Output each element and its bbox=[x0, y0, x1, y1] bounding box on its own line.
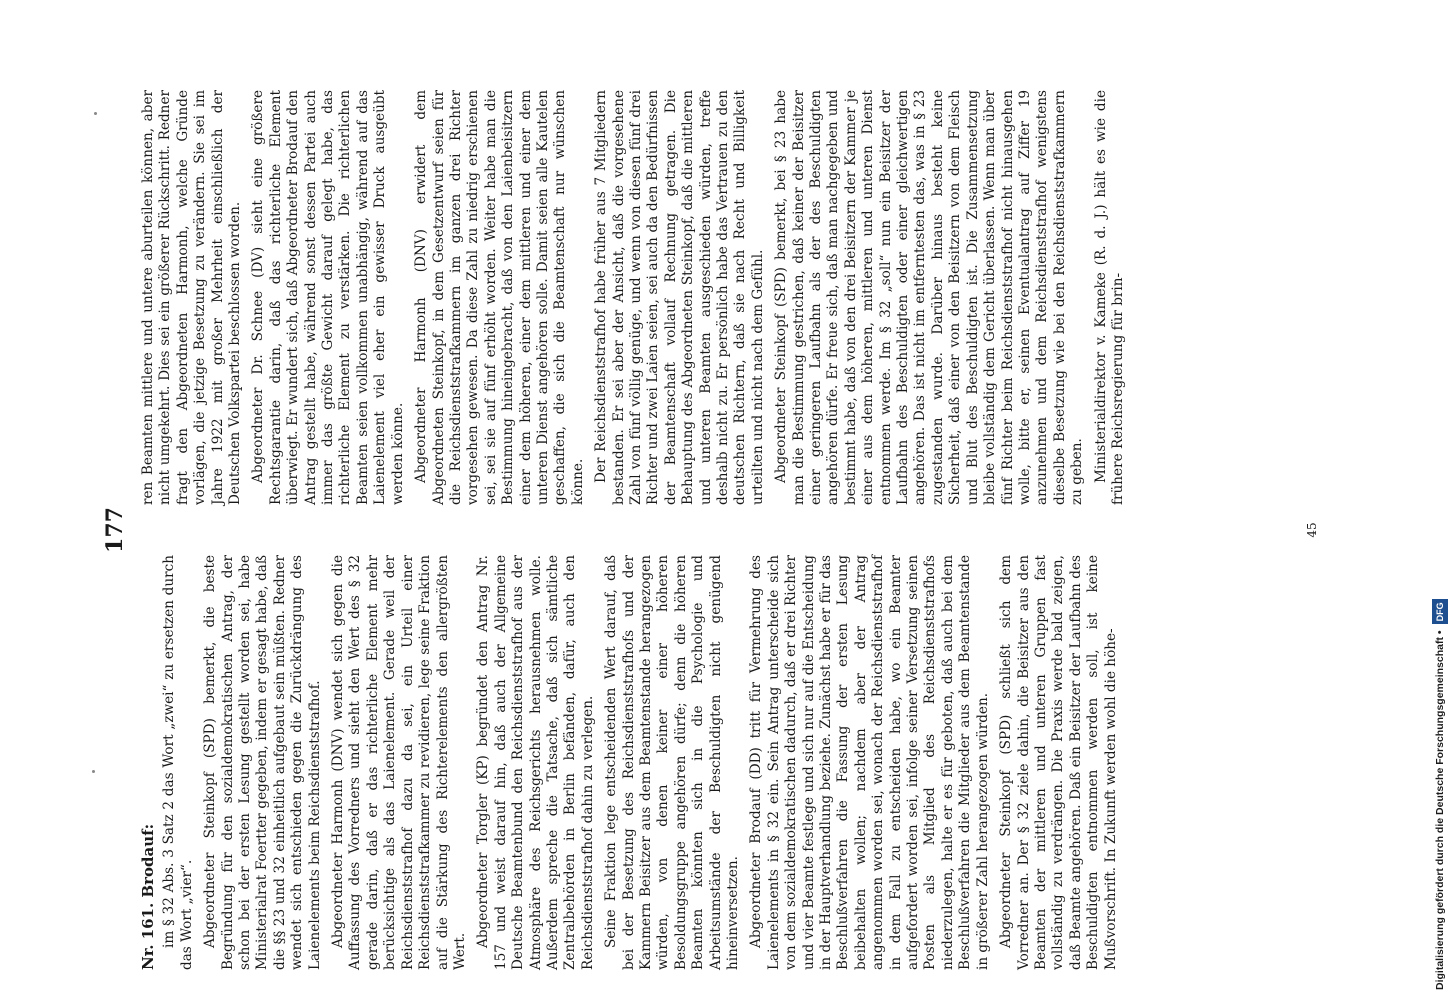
page-number: 177 bbox=[102, 507, 128, 553]
left-column bbox=[140, 555, 1126, 970]
scan-speck bbox=[92, 770, 95, 773]
paragraph: Abgeordneter Torgler (KP) begründet den Antrag Nr. 157 und weist darauf hin, daß auch der Allgemeine Deutsche Beamtenbund den Reichsdienststrafhof aus der Atmosphäre des Reichsgerichts herausnehmen wolle. Außerdem spreche die Tatsache, daß sich sämtliche Zentralbehörden in Berlin befänden, dafür, auch den Reichsdienststrafhof dahin zu verlegen. bbox=[475, 555, 596, 970]
paragraph: Ministerialdirektor v. Kameke (R. d. J.) hält es wie die frühere Reichsregierung für brin- bbox=[1092, 90, 1126, 505]
footer-page-number: 45 bbox=[1305, 522, 1319, 538]
paragraph: Abgeordneter Steinkopf (SPD) bemerkt, bei § 23 habe man die Bestimmung gestrichen, daß keiner der Beisitzer einer geringeren Laufbahn als der des Beschuldigten angehören dürfe. Er freue sich, daß man nachgegeben und bestimmt habe, daß von den drei Beisitzern der Kammer je einer aus dem höheren, mittleren und unteren Dienst entnommen werde. Im § 32 „soll“ nun ein Beisitzer der Laufbahn des Beschuldigten oder einer gleichwertigen angehören. Das ist nicht im entferntesten das, was in § 23 zugestanden wurde. Darüber hinaus besteht keine Sicherheit, daß einer von den Beisitzern von dem Fleisch und Blut des Beschuldigten ist. Die Zusammensetzung bleibe vollständig dem Gericht überlassen. Wenn man über fünf Richter beim Reichsdienststrafhof nicht hinausgehen wolle, bitte er, seinen Eventualantrag auf Ziffer 19 anzunehmen und dem Reichsdienststrafhof wenigstens dieselbe Besetzung wie bei den Reichsdienststrafkammern zu geben. bbox=[773, 90, 1086, 505]
paragraph: Abgeordneter Harmonh (DNV) erwidert dem Abgeordneten Steinkopf, in dem Gesetzentwurf seien für die Reichsdienststrafkammern im ganzen drei Richter vorgesehen gewesen. Da diese Zahl zu niedrig erschienen sei, sei sie auf fünf erhöht worden. Weiter habe man die Bestimmung hineingebracht, daß von den Laienbeisitzern einer dem höheren, einer dem mittleren und einer dem unteren Dienst angehören solle. Damit seien alle Kautelen geschaffen, die sich die Beamtenschaft nur wünschen könne. bbox=[413, 90, 586, 505]
dfg-logo: DFG bbox=[1432, 599, 1448, 624]
paragraph: Seine Fraktion lege entscheidenden Wert darauf, daß bei der Besetzung des Reichsdienststrafhofs und der Kammern Beisitzer aus dem Beamtenstande herangezogen würden, von denen keiner einer höheren Besoldungsgruppe angehören dürfe; denn die höheren Beamten könnten sich in die Psychologie und Arbeitsumstände der Beschuldigten nicht genügend hineinversetzen. bbox=[603, 555, 741, 970]
paragraph: Abgeordneter Harmonh (DNV) wendet sich gegen die Auffassung des Vorredners und sieht den Wert des § 32 gerade darin, daß er das richterliche Element mehr berücksichtige als das Laienelement. Gerade weil der Reichsdienststrafhof dazu da sei, ein Urteil einer Reichsdienststrafkammer zu revidieren, lege seine Fraktion auf die Stärkung des Richterelements den allergrößten Wert. bbox=[330, 555, 468, 970]
paragraph: ren Beamten mittlere und untere aburteilen können, aber nicht umgekehrt. Dies sei ein größerer Rückschritt. Redner fragt den Abgeordneten Harmonh, welche Gründe vorlägen, die jetzige Besetzung zu verändern. Sie sei im Jahre 1922 mit großer Mehrheit einschließlich der Deutschen Volkspartei beschlossen worden. bbox=[140, 90, 244, 505]
right-column bbox=[140, 90, 1133, 505]
paragraph: Abgeordneter Steinkopf (SPD) schließt sich dem Vorredner an. Der § 32 ziele dahin, die Beisitzer aus den Beamten der mittleren und unteren Gruppen fast vollständig zu verdrängen. Die Praxis werde bald zeigen, daß Beamte angehören. Daß ein Beisitzer der Laufbahn des Beschuldigten entnommen werden soll, ist keine Mußvorschrift. In Zukunft werden wohl die höhe- bbox=[998, 555, 1119, 970]
paragraph: Der Reichsdienststrafhof habe früher aus 7 Mitgliedern bestanden. Er sei aber der Ansicht, daß die vorgesehene Zahl von fünf völlig genüge, und wenn von diesen fünf drei Richter und zwei Laien seien, sei auch da den Bedürfnissen der Beamtenschaft vollauf Rechnung getragen. Die Behauptung des Abgeordneten Steinkopf, daß die mittleren und unteren Beamten ausgeschieden würden, treffe deshalb nicht zu. Er persönlich habe das Vertrauen zu den deutschen Richtern, daß sie nach Recht und Billigkeit urteilten und nicht nach dem Gefühl. bbox=[593, 90, 766, 505]
rotated-page bbox=[100, 90, 1330, 970]
digitization-credit-bar bbox=[1412, 0, 1446, 1000]
credit-line bbox=[1432, 0, 1448, 1000]
paragraph: Abgeordneter Dr. Schnee (DV) sieht eine größere Rechtsgarantie darin, daß das richterliche Element überwiegt. Er wundert sich, daß Abgeordneter Brodauf den Antrag gestellt habe, während sonst dessen Partei auch immer das größte Gewicht darauf gelegt habe, das richterliche Element zu verstärken. Die richterlichen Beamten seien vollkommen unabhängig, während auf das Laienelement viel eher ein gewisser Druck ausgeübt werden könne. bbox=[250, 90, 406, 505]
motion-heading: Nr. 161. Brodauf: bbox=[139, 823, 157, 970]
paragraph: Abgeordneter Brodauf (DD) tritt für Vermehrung des Laienelements in § 32 ein. Sein Antrag unterscheide sich von dem sozialdemokratischen dadurch, daß er drei Richter und vier Beamte festlege und sich nur auf die Entscheidung in der Hauptverhandlung beziehe. Zunächst habe er für das Beschlußverfahren die Fassung der ersten Lesung beibehalten wollen; nachdem aber der Antrag angenommen worden sei, wonach der Reichsdienststrafhof in dem Fall zu entscheiden habe, wo ein Beamter aufgefordert worden sei, infolge seiner Versetzung seinen Posten als Mitglied des Reichsdienststrafhofs niederzulegen, halte er es für geboten, daß auch bei dem Beschlußverfahren die Mitglieder aus dem Beamtenstande in größerer Zahl herangezogen würden. bbox=[748, 555, 991, 970]
amendment-text: im § 32 Abs. 3 Satz 2 das Wort „zwei“ zu ersetzen durch das Wort „vier“. bbox=[161, 555, 195, 970]
scan-speck bbox=[94, 112, 97, 115]
paragraph: Abgeordneter Steinkopf (SPD) bemerkt, die beste Begründung für den sozialdemokratischen Antrag, der schon bei der ersten Lesung gestellt worden sei, habe Ministerialrat Foertter gegeben, indem er gesagt habe, daß die §§ 23 und 32 einheitlich aufgebaut sein müßten. Redner wendet sich entschieden gegen die Zurückdrängung des Laienelements beim Reichsdienststrafhof. bbox=[202, 555, 323, 970]
credit-text: Digitalisierung gefördert durch die Deutsche Forschungsgemeinschaft • bbox=[1434, 630, 1446, 990]
